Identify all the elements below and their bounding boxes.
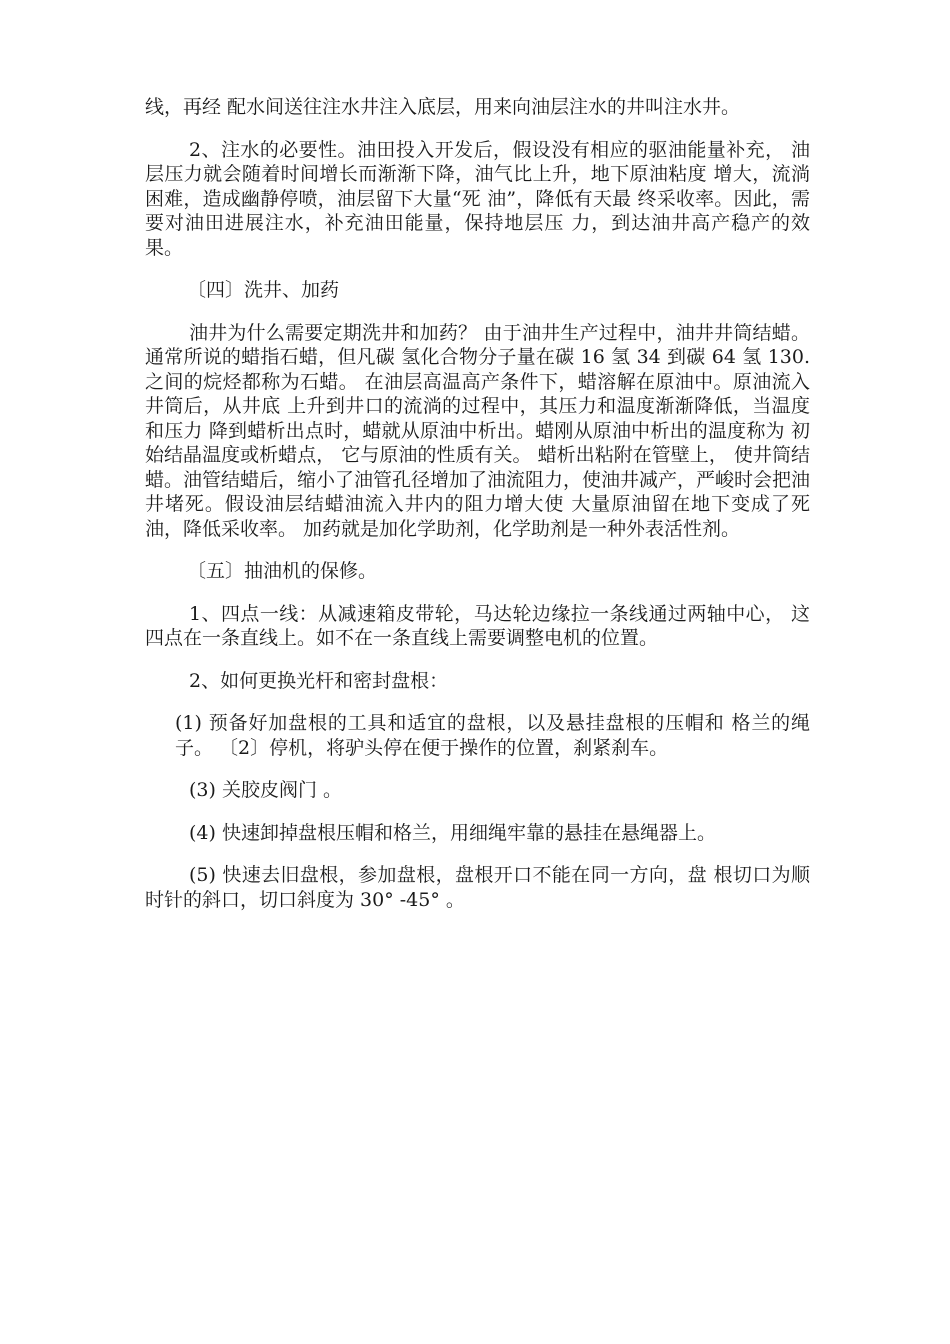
- injection-necessity-paragraph: 2、注水的必要性。油田投入开发后，假设没有相应的驱油能量补充， 油层压力就会随着时间增长而渐渐下降，油气比上升，地下原油粘度 增大，流淌困难，造成幽静停喷，油层留下大量“死 油”，降低有天最 终采收率。因此，需要对油田进展注水，补充油田能量，保持地层压 力，到达油井高产稳产的效果。: [145, 138, 810, 259]
- section-5-heading: 〔五〕抽油机的保修。: [187, 560, 378, 582]
- replace-rod-heading: 2、如何更换光杆和密封盘根：: [189, 669, 449, 692]
- step-1-2-paragraph: (1) 预备好加盘根的工具和适宜的盘根，以及悬挂盘根的压帽和 格兰的绳子。 〔2〕停机，将驴头停在便于操作的位置，刹紧刹车。: [175, 712, 810, 759]
- step-3-paragraph: (3) 关胶皮阀门 。: [189, 779, 342, 801]
- document-page: [145, 95, 810, 912]
- section-4-heading: 〔四〕洗井、加药: [187, 279, 340, 301]
- section-4-body-paragraph: 油井为什么需要定期洗井和加药？ 由于油井生产过程中，油井井筒结蜡。通常所说的蜡指石蜡，但凡碳 氢化合物分子量在碳 16 氢 34 到碳 64 氢 130.之间的烷烃都称为石蜡。 在油层高温高产条件下，蜡溶解在原油中。原油流入井筒后，从井底 上升到井口的流淌的过程中，其压力和温度渐渐降低，当温度和压力 降到蜡析出点时，蜡就从原油中析出。蜡刚从原油中析出的温度称为 初始结晶温度或析蜡点， 它与原油的性质有关。 蜡析出粘附在管壁上， 使井筒结蜡。油管结蜡后，缩小了油管孔径增加了油流阻力，使油井减产，严峻时会把油井堵死。假设油层结蜡油流入井内的阻力增大使 大量原油留在地下变成了死油，降低采收率。 加药就是加化学助剂，化学助剂是一种外表活性剂。: [145, 321, 811, 540]
- four-points-paragraph: 1、四点一线：从减速箱皮带轮，马达轮边缘拉一条线通过两轴中心， 这四点在一条直线上。如不在一条直线上需要调整电机的位置。: [145, 602, 810, 649]
- step-4-paragraph: (4) 快速卸掉盘根压帽和格兰，用细绳牢靠的悬挂在悬绳器上。: [189, 821, 716, 844]
- step-5-paragraph: (5) 快速去旧盘根，参加盘根，盘根开口不能在同一方向，盘 根切口为顺时针的斜口，切口斜度为 30° -45° 。: [145, 864, 810, 911]
- intro-continuation-paragraph: 线，再经 配水间送往注水井注入底层，用来向油层注水的井叫注水井。: [145, 96, 741, 118]
